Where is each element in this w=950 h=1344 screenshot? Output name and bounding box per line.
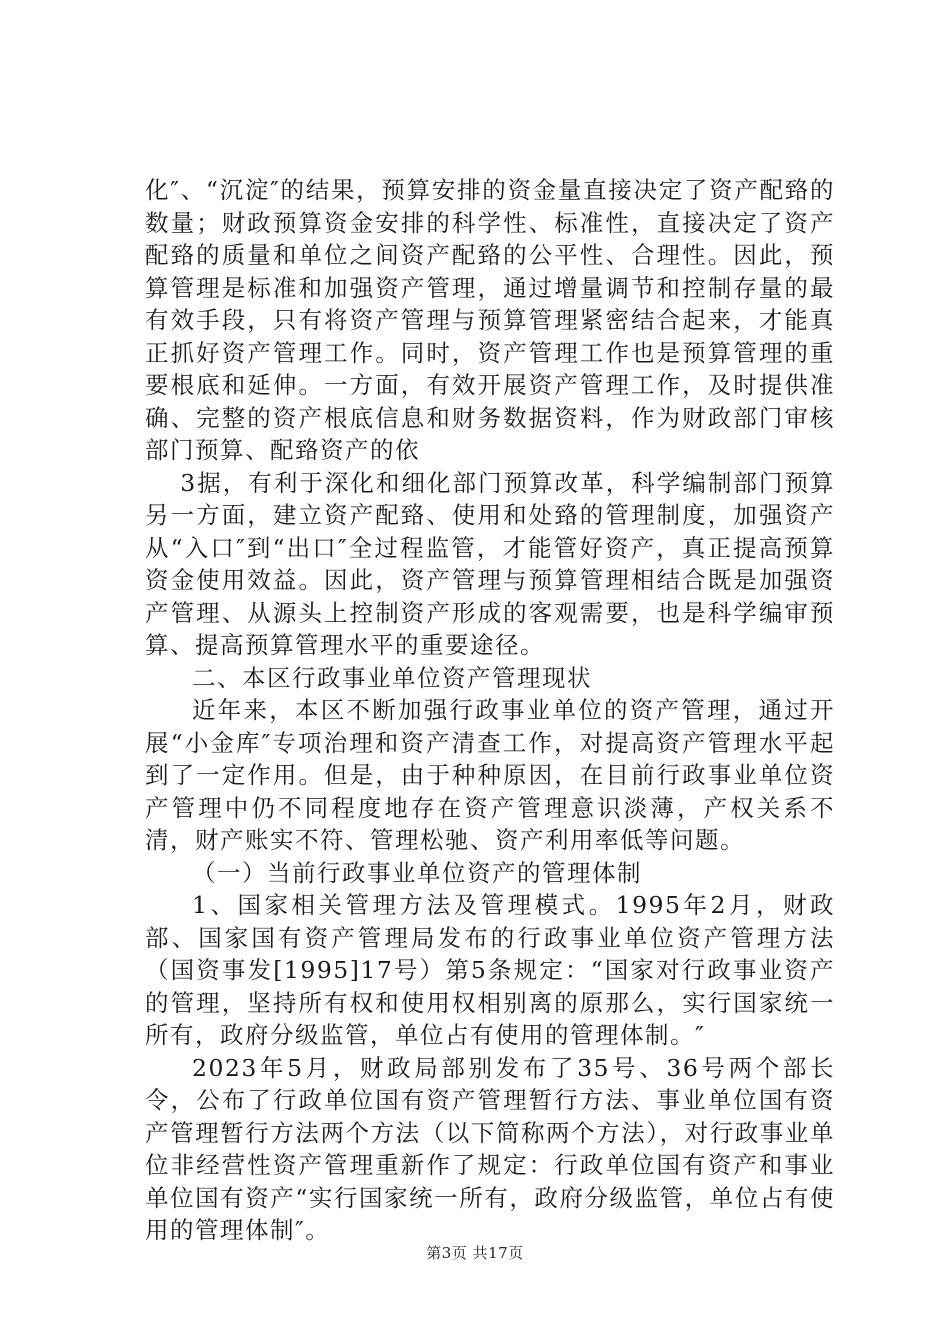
paragraph-recent-years: 近年来，本区不断加强行政事业单位的资产管理，通过开展“小金库″专项治理和资产清查工作，对提高资产管理水平起到了一定作用。但是，由于种种原因，在目前行政事业单位资产管理中仍不同程度地存在资产管理意识淡薄，产权关系不清，财产账实不符、管理松驰、资产利用率低等问题。 [145,696,835,854]
paragraph-budget-basis: 3据，有利于深化和细化部门预算改革，科学编制部门预算另一方面，建立资产配臵、使用和处臵的管理制度，加强资产从“入口″到“出口″全过程监管，才能管好资产，真正提高预算资金使用效益。因此，资产管理与预算管理相结合既是加强资产管理、从源头上控制资产形成的客观需要，也是科学编审预算、提高预算管理水平的重要途径。 [145,468,835,659]
subsection-heading-management-system: （一）当前行政事业单位资产的管理体制 [192,858,642,887]
paragraph-ministerial-orders: 2023年5月，财政局部别发布了35号、36号两个部长令，公布了行政单位国有资产管理暂行方法、事业单位国有资产管理暂行方法两个方法（以下简称两个方法），对行政事业单位非经营性资产管理重新作了规定：行政单位国有资产和事业单位国有资产“实行国家统一所有，政府分级监管，单位占有使用的管理体制″。 [145,1053,835,1244]
paragraph-national-methods: 1、国家相关管理方法及管理模式。1995年2月，财政部、国家国有资产管理局发布的行政事业单位资产管理方法（国资事发[1995]17号）第5条规定：“国家对行政事业资产的管理，坚持所有权和使用权相别离的原那么，实行国家统一所有，政府分级监管，单位占有使用的管理体制。″ [145,891,835,1049]
section-heading-current-status: 二、本区行政事业单位资产管理现状 [192,663,592,692]
paragraph-continuation: 化″、“沉淀″的结果，预算安排的资金量直接决定了资产配臵的数量；财政预算资金安排的科学性、标准性，直接决定了资产配臵的质量和单位之间资产配臵的公平性、合理性。因此，预算管理是标准和加强资产管理，通过增量调节和控制存量的最有效手段，只有将资产管理与预算管理紧密结合起来，才能真正抓好资产管理工作。同时，资产管理工作也是预算管理的重要根底和延伸。一方面，有效开展资产管理工作，及时提供准确、完整的资产根底信息和财务数据资料，作为财政部门审核部门预算、配臵资产的依 [145,176,835,464]
page-number-footer: 第3页 共17页 [426,1244,524,1262]
document-body [145,174,835,1247]
